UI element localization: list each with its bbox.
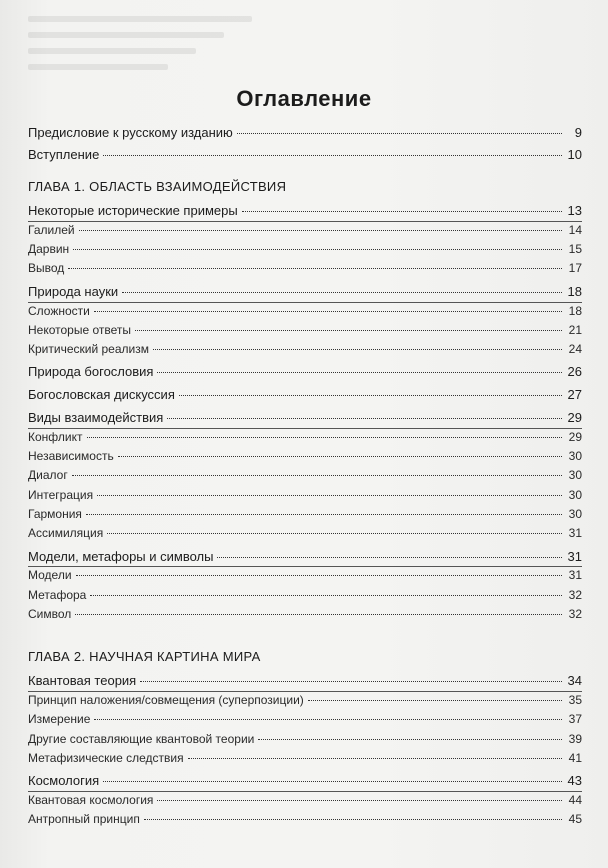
subsection-entry xyxy=(28,468,582,488)
leader-dots xyxy=(157,800,562,801)
subsection-entry xyxy=(28,430,582,450)
leader-dots xyxy=(217,557,562,558)
page-number: 30 xyxy=(568,449,582,464)
entry-label: Модели, метафоры и символы xyxy=(28,548,214,564)
entry-label: Богословская дискуссия xyxy=(28,387,175,403)
entry-label: Космология xyxy=(28,773,100,789)
entry-label: Гармония xyxy=(28,507,82,521)
leader-dots xyxy=(73,249,562,250)
leader-dots xyxy=(103,781,562,782)
entry-label: Антропный принцип xyxy=(28,812,140,827)
subsection-entry xyxy=(28,323,582,343)
entry-label: Некоторые ответы xyxy=(28,322,132,337)
subsection-entry xyxy=(28,449,582,469)
entry-label: Галилей xyxy=(28,222,75,237)
subsection-entry xyxy=(28,342,582,362)
subsection-entry xyxy=(28,812,582,832)
leader-dots xyxy=(90,595,562,596)
entry-label: Природа богословия xyxy=(28,364,154,380)
entry-label: Символ xyxy=(28,607,72,621)
page-number: 10 xyxy=(567,147,582,162)
entry-label: Измерение xyxy=(28,712,91,727)
leader-dots xyxy=(188,758,562,759)
page-number: 37 xyxy=(568,712,582,727)
entry-label: Предисловие к русскому изданию xyxy=(28,125,233,140)
leader-dots xyxy=(94,719,562,720)
page-title: Оглавление xyxy=(236,86,372,111)
subsection-entry xyxy=(28,223,582,243)
leader-dots xyxy=(308,700,562,701)
leader-dots xyxy=(87,437,563,438)
section-rule xyxy=(28,221,582,222)
subsection-entry xyxy=(28,568,582,588)
leader-dots xyxy=(118,456,562,457)
entry-label: Квантовая теория xyxy=(28,673,137,689)
page-number: 15 xyxy=(568,242,582,257)
page-number: 30 xyxy=(568,507,582,521)
subsection-entry xyxy=(28,242,582,262)
page-number: 14 xyxy=(568,222,582,237)
subsection-entry xyxy=(28,507,582,527)
page-number: 41 xyxy=(568,751,582,765)
leader-dots xyxy=(179,395,562,396)
subsection-entry xyxy=(28,751,582,771)
page-number: 31 xyxy=(568,526,582,541)
leader-dots xyxy=(79,230,562,231)
page-number: 9 xyxy=(574,125,582,140)
section-rule xyxy=(28,691,582,692)
bleed-through-text xyxy=(28,6,588,86)
page-number: 26 xyxy=(567,364,582,380)
entry-label: Независимость xyxy=(28,449,114,464)
leader-dots xyxy=(97,495,562,496)
entry-label: Сложности xyxy=(28,303,90,318)
entry-label: Природа науки xyxy=(28,283,119,299)
page-number: 39 xyxy=(568,731,582,746)
subsection-entry xyxy=(28,526,582,546)
page-number: 27 xyxy=(567,387,582,403)
section-entry xyxy=(28,387,582,407)
page-number: 18 xyxy=(567,283,582,299)
page-number: 31 xyxy=(567,548,582,564)
entry-label: Диалог xyxy=(28,468,68,483)
entry-label: Некоторые исторические примеры xyxy=(28,203,238,218)
chapter-heading: ГЛАВА 1. ОБЛАСТЬ ВЗАИМОДЕЙСТВИЯ xyxy=(28,179,287,194)
entry-label: Вступление xyxy=(28,147,100,162)
section-rule xyxy=(28,428,582,429)
leader-dots xyxy=(94,311,562,312)
subsection-entry xyxy=(28,732,582,752)
page-number: 44 xyxy=(568,793,582,808)
page-number: 29 xyxy=(567,410,582,425)
leader-dots xyxy=(107,533,562,534)
entry-label: Вывод xyxy=(28,261,65,276)
front-matter-entry xyxy=(28,125,582,145)
page-number: 32 xyxy=(568,607,582,621)
subsection-entry xyxy=(28,304,582,324)
leader-dots xyxy=(86,514,562,515)
section-rule xyxy=(28,302,582,303)
section-entry xyxy=(28,364,582,384)
entry-label: Дарвин xyxy=(28,242,70,257)
leader-dots xyxy=(76,575,562,576)
page-number: 29 xyxy=(568,429,582,444)
entry-label: Метафизические следствия xyxy=(28,751,184,765)
entry-label: Критический реализм xyxy=(28,342,149,357)
page-number: 30 xyxy=(568,487,582,502)
leader-dots xyxy=(135,330,562,331)
page-number: 18 xyxy=(568,303,582,318)
entry-label: Ассимиляция xyxy=(28,526,104,541)
leader-dots xyxy=(167,418,562,419)
subsection-entry xyxy=(28,793,582,813)
page-number: 34 xyxy=(567,673,582,689)
subsection-entry xyxy=(28,588,582,608)
leader-dots xyxy=(157,372,562,373)
leader-dots xyxy=(140,681,562,682)
leader-dots xyxy=(237,133,562,134)
subsection-entry xyxy=(28,712,582,732)
leader-dots xyxy=(242,211,562,212)
page-number: 32 xyxy=(568,587,582,602)
entry-label: Другие составляющие квантовой теории xyxy=(28,731,255,746)
page-number: 35 xyxy=(568,693,582,708)
leader-dots xyxy=(122,292,562,293)
leader-dots xyxy=(144,819,562,820)
entry-label: Конфликт xyxy=(28,429,83,444)
leader-dots xyxy=(103,155,562,156)
leader-dots xyxy=(153,349,562,350)
front-matter-entry xyxy=(28,147,582,167)
chapter-heading: ГЛАВА 2. НАУЧНАЯ КАРТИНА МИРА xyxy=(28,649,261,665)
section-rule xyxy=(28,566,582,567)
entry-label: Принцип наложения/совмещения (суперпозиции) xyxy=(28,693,304,708)
page-number: 17 xyxy=(568,261,582,276)
page-number: 13 xyxy=(567,203,582,218)
leader-dots xyxy=(258,739,562,740)
page-number: 43 xyxy=(567,773,582,789)
leader-dots xyxy=(72,475,562,476)
entry-label: Интеграция xyxy=(28,487,94,502)
section-rule xyxy=(28,791,582,792)
leader-dots xyxy=(75,614,562,615)
leader-dots xyxy=(68,268,562,269)
subsection-entry xyxy=(28,488,582,508)
subsection-entry xyxy=(28,693,582,713)
entry-label: Виды взаимодействия xyxy=(28,410,164,425)
entry-label: Метафора xyxy=(28,587,87,602)
page-number: 24 xyxy=(568,342,582,357)
entry-label: Модели xyxy=(28,568,72,583)
page-number: 21 xyxy=(568,322,582,337)
subsection-entry xyxy=(28,261,582,281)
entry-label: Квантовая космология xyxy=(28,793,154,808)
page-number: 30 xyxy=(568,468,582,483)
page-number: 31 xyxy=(568,568,582,583)
subsection-entry xyxy=(28,607,582,627)
page-number: 45 xyxy=(568,812,582,827)
